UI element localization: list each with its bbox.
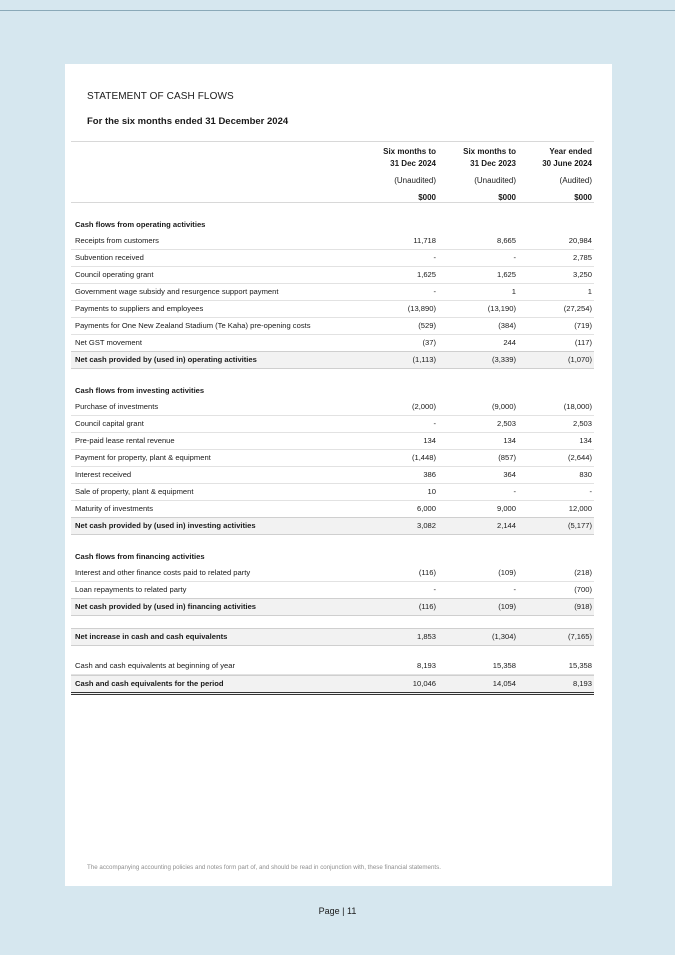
section-heading-operating: Cash flows from operating activities [75, 220, 206, 229]
table-row: Loan repayments to related party - - (700) [75, 585, 592, 594]
table-row: Receipts from customers 11,718 8,665 20,984 [71, 233, 594, 250]
closing-balance-row: Cash and cash equivalents for the period 10,046 14,054 8,193 [71, 675, 594, 695]
statement-subtitle: For the six months ended 31 December 2024 [87, 116, 289, 127]
statement-page [65, 64, 612, 886]
table-row: Interest and other finance costs paid to related party (116) (109) (218) [71, 565, 594, 582]
total-row-financing: Net cash provided by (used in) financing activities (116) (109) (918) [71, 598, 594, 616]
column-header-june-2024: Year ended 30 June 2024 (Audited) $000 [542, 147, 592, 202]
page-number: Page | 11 [318, 906, 357, 916]
footnote: The accompanying accounting policies and notes form part of, and should be read in conjunction with, these financial statements. [87, 864, 441, 871]
table-row: Payment for property, plant & equipment (1,448) (857) (2,644) [71, 450, 594, 467]
table-row: Subvention received - - 2,785 [71, 250, 594, 267]
table-row: Interest received 386 364 830 [71, 467, 594, 484]
table-row: Payments to suppliers and employees (13,890) (13,190) (27,254) [71, 301, 594, 318]
table-header [71, 141, 594, 203]
table-row: Council operating grant 1,625 1,625 3,250 [71, 267, 594, 284]
table-row: Maturity of investments 6,000 9,000 12,000 [75, 504, 592, 513]
total-row-investing: Net cash provided by (used in) investing activities 3,082 2,144 (5,177) [71, 517, 594, 535]
section-heading-financing: Cash flows from financing activities [75, 552, 205, 561]
total-row-operating: Net cash provided by (used in) operating activities (1,113) (3,339) (1,070) [71, 351, 594, 369]
statement-title: STATEMENT OF CASH FLOWS [87, 91, 234, 102]
section-heading-investing: Cash flows from investing activities [75, 386, 205, 395]
table-row: Purchase of investments (2,000) (9,000) (18,000) [71, 399, 594, 416]
table-row: Pre-paid lease rental revenue 134 134 134 [71, 433, 594, 450]
table-row: Net GST movement (37) 244 (117) [75, 338, 592, 347]
opening-balance-row: Cash and cash equivalents at beginning of year 8,193 15,358 15,358 [71, 658, 594, 675]
column-header-dec-2023: Six months to 31 Dec 2023 (Unaudited) $000 [463, 147, 516, 202]
table-row: Government wage subsidy and resurgence support payment - 1 1 [71, 284, 594, 301]
top-divider [0, 10, 675, 11]
column-header-dec-2024: Six months to 31 Dec 2024 (Unaudited) $000 [383, 147, 436, 202]
table-row: Sale of property, plant & equipment 10 - - [71, 484, 594, 501]
net-increase-row: Net increase in cash and cash equivalents 1,853 (1,304) (7,165) [71, 628, 594, 646]
table-row: Payments for One New Zealand Stadium (Te Kaha) pre-opening costs (529) (384) (719) [71, 318, 594, 335]
table-row: Council capital grant - 2,503 2,503 [71, 416, 594, 433]
cash-flow-table [71, 141, 594, 695]
